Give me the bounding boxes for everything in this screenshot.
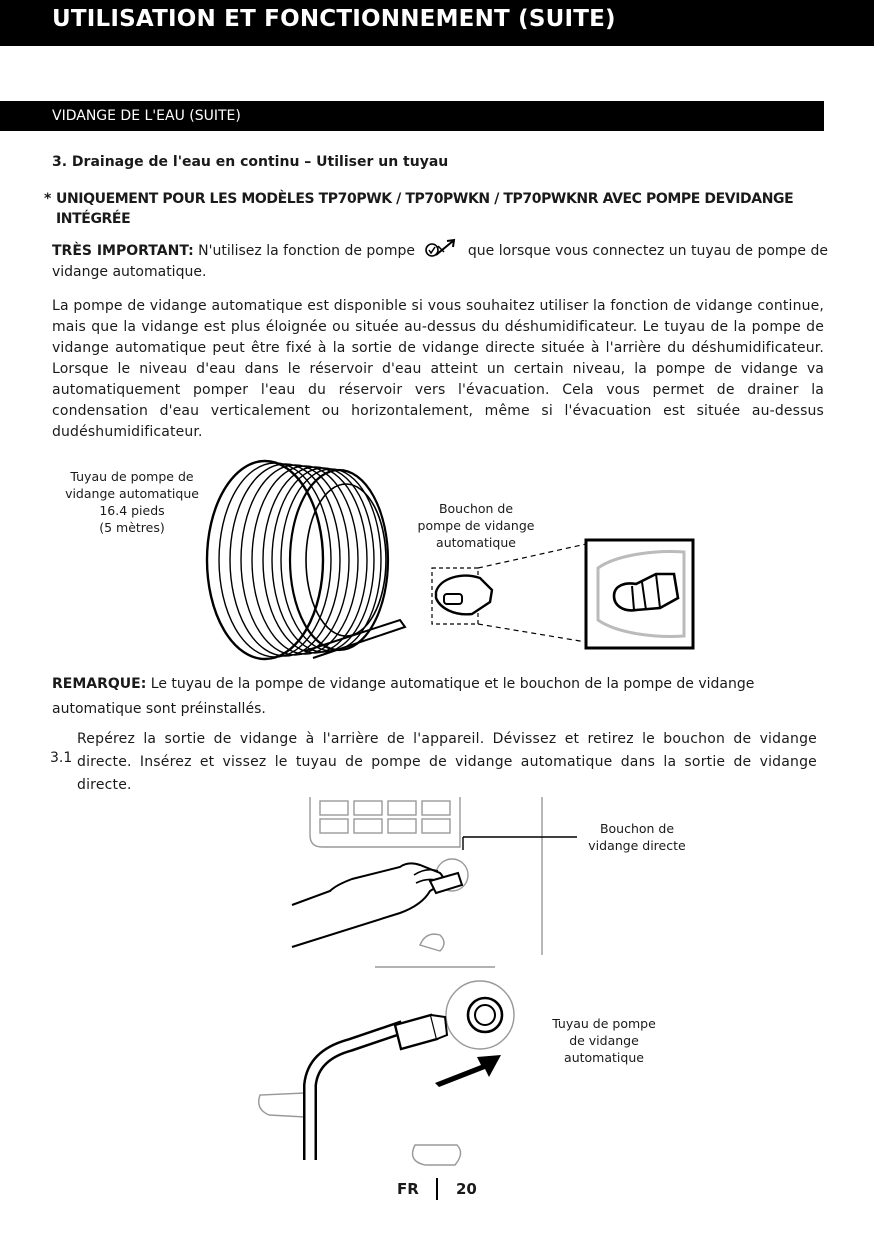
important-label: TRÈS IMPORTANT: xyxy=(52,243,194,259)
pump-plug-label-line: Bouchon de xyxy=(438,501,514,516)
pump-plug-label-line: automatique xyxy=(436,535,516,550)
hose-coil-label-line: (5 mètres) xyxy=(99,520,165,535)
hose-coil-label xyxy=(50,468,214,536)
direct-drain-plug-label-line: vidange directe xyxy=(588,838,686,853)
page-title: UTILISATION ET FONCTIONNEMENT (SUITE) xyxy=(52,6,616,32)
models-note-text: UNIQUEMENT POUR LES MODÈLES TP70PWK / TP70PWKN / TP70PWKNR AVEC POMPE DEVIDANGE INTÉGRÉE xyxy=(56,191,794,227)
section-title: VIDANGE DE L'EAU (SUITE) xyxy=(52,108,241,124)
auto-pump-hose-label-line: Tuyau de pompe xyxy=(552,1016,656,1031)
hose-coil-illustration xyxy=(205,455,420,665)
pump-plug-label-line: pompe de vidange xyxy=(417,518,535,533)
auto-pump-hose-label-line: de vidange xyxy=(569,1033,639,1048)
pump-plug-illustration xyxy=(428,538,698,650)
footer-divider xyxy=(436,1178,438,1200)
models-note xyxy=(44,189,804,229)
direct-drain-plug-label xyxy=(572,820,702,854)
important-text-before: N'utilisez la fonction de pompe xyxy=(198,243,416,259)
auto-pump-hose-label xyxy=(544,1015,664,1066)
step-3-1-text: Repérez la sortie de vidange à l'arrière de l'appareil. Dévissez et retirez le bouchon de vidange directe. Insérez et vissez le tuyau de pompe de vidange automatique dans la sortie de vidange directe. xyxy=(77,731,817,793)
step-3-1-number: 3.1 xyxy=(50,750,73,766)
remark-note xyxy=(52,672,842,722)
hose-coil-label-line: vidange automatique xyxy=(65,486,199,501)
insert-hose-illustration xyxy=(255,965,555,1165)
footer-language: FR xyxy=(397,1180,419,1198)
remove-plug-illustration xyxy=(290,795,550,955)
footer-page-number: 20 xyxy=(456,1180,477,1198)
auto-pump-hose-label-line: automatique xyxy=(564,1050,644,1065)
hose-coil-label-line: Tuyau de pompe de xyxy=(70,469,194,484)
intro-paragraph: La pompe de vidange automatique est disponible si vous souhaitez utiliser la fonction de vidange continue, mais que la vidange est plus éloignée ou située au-dessus du déshumidificateur. Le tuyau de la pompe de vidange automatique peut être fixé à la sortie de vidange directe située à l'arrière du déshumidificateur. Lorsque le niveau d'eau dans le réservoir d'eau atteint un certain niveau, la pompe de vidange va automatiquement pomper l'eau du réservoir vers l'évacuation. Cela vous permet de drainer la condensation d'eau verticalement ou horizontalement, même si l'évacuation est située au-dessus dudéshumidificateur. xyxy=(52,298,824,440)
important-note xyxy=(52,238,842,283)
important-text-after: que lorsque vous connectez un tuyau de pompe de vidange automatique. xyxy=(52,243,828,280)
remark-label: REMARQUE: xyxy=(52,676,147,692)
asterisk: * xyxy=(44,191,51,207)
remark-text: Le tuyau de la pompe de vidange automatique et le bouchon de la pompe de vidange automatique sont préinstallés. xyxy=(52,676,755,717)
hose-coil-label-line: 16.4 pieds xyxy=(99,503,165,518)
step-3-heading: 3. Drainage de l'eau en continu – Utiliser un tuyau xyxy=(52,154,449,170)
pump-icon xyxy=(423,238,459,260)
direct-drain-plug-label-line: Bouchon de xyxy=(599,821,675,836)
